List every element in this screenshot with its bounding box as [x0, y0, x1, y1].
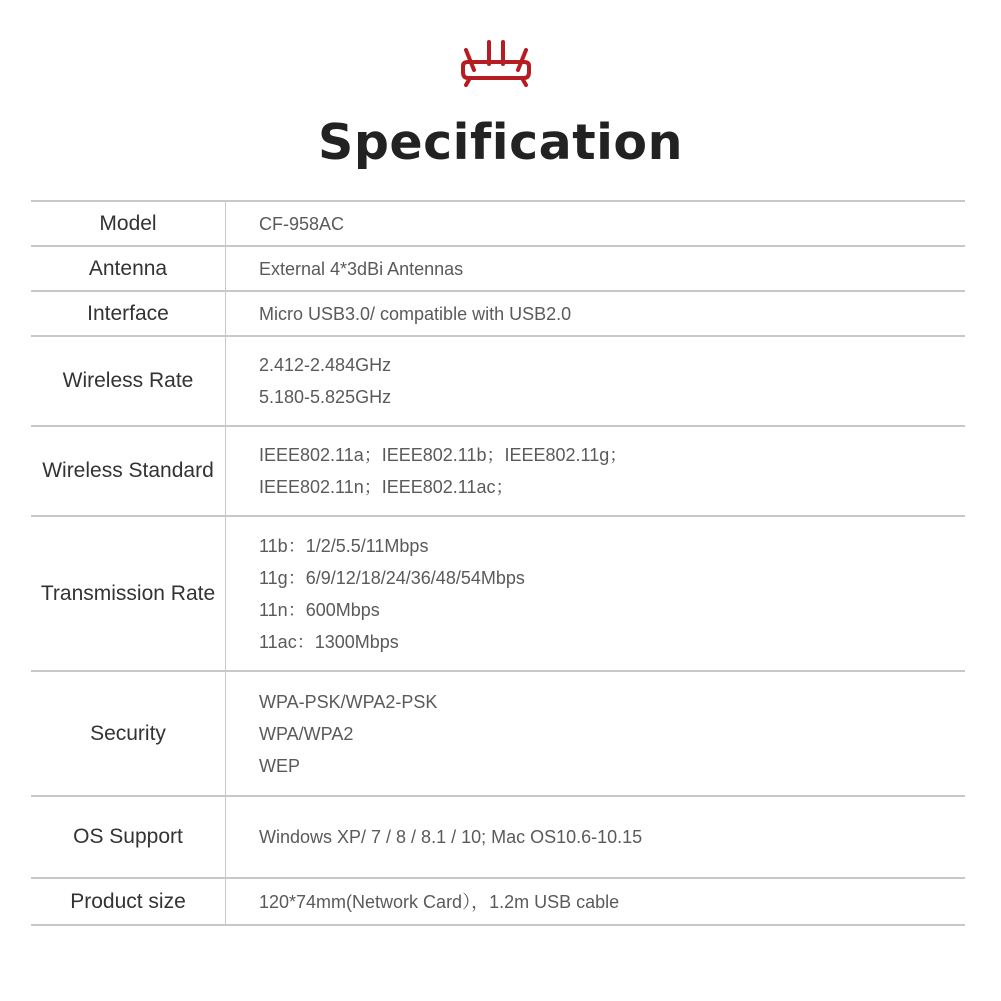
spec-label: Interface: [31, 292, 226, 335]
spec-label: Transmission Rate: [31, 517, 226, 670]
spec-value: [226, 672, 965, 795]
spec-value-line: 2.412-2.484GHz: [259, 355, 392, 375]
spec-value-line: 120*74mm(Network Card），1.2m USB cable: [259, 891, 620, 912]
spec-value-line: Micro USB3.0/ compatible with USB2.0: [259, 303, 572, 324]
spec-value: [226, 879, 965, 924]
spec-row-interface: [31, 292, 965, 337]
spec-value-line: WEP: [259, 755, 301, 776]
spec-table: [31, 200, 965, 926]
spec-value: [226, 292, 965, 335]
spec-label: Model: [31, 202, 226, 245]
spec-value: [226, 247, 965, 290]
spec-value-line: 11g：6/9/12/18/24/36/48/54Mbps: [259, 567, 525, 588]
spec-label: Antenna: [31, 247, 226, 290]
spec-value-line: Windows XP/ 7 / 8 / 8.1 / 10; Mac OS10.6-10.15: [259, 827, 643, 847]
spec-value-line: IEEE802.11n；IEEE802.11ac；: [259, 477, 514, 497]
spec-row-transmission-rate: [31, 517, 965, 672]
spec-label: Wireless Standard: [31, 427, 226, 515]
spec-value-line: IEEE802.11a；IEEE802.11b；IEEE802.11g；: [259, 445, 628, 465]
spec-row-model: [31, 202, 965, 247]
spec-value: [226, 517, 965, 670]
spec-value: [226, 797, 965, 877]
spec-label: Product size: [31, 879, 226, 924]
spec-value: [226, 337, 965, 425]
spec-row-antenna: [31, 247, 965, 292]
spec-value-line: External 4*3dBi Antennas: [259, 258, 464, 279]
spec-value-line: CF-958AC: [259, 213, 345, 234]
spec-value-line: WPA/WPA2: [259, 723, 354, 744]
router-icon: [458, 36, 534, 88]
spec-value-line: 11ac：1300Mbps: [259, 631, 399, 652]
spec-row-product-size: [31, 879, 965, 926]
spec-value: [226, 202, 965, 245]
spec-row-security: [31, 672, 965, 797]
page-title: Specification: [318, 114, 683, 171]
spec-row-os-support: [31, 797, 965, 879]
spec-value-line: WPA-PSK/WPA2-PSK: [259, 691, 438, 712]
spec-value-line: 5.180-5.825GHz: [259, 387, 392, 407]
spec-label: Wireless Rate: [31, 337, 226, 425]
spec-value: [226, 427, 965, 515]
spec-label: OS Support: [31, 797, 226, 877]
spec-row-wireless-standard: [31, 427, 965, 517]
spec-row-wireless-rate: [31, 337, 965, 427]
spec-value-line: 11n：600Mbps: [259, 599, 380, 620]
spec-label: Security: [31, 672, 226, 795]
spec-value-line: 11b：1/2/5.5/11Mbps: [259, 535, 429, 556]
